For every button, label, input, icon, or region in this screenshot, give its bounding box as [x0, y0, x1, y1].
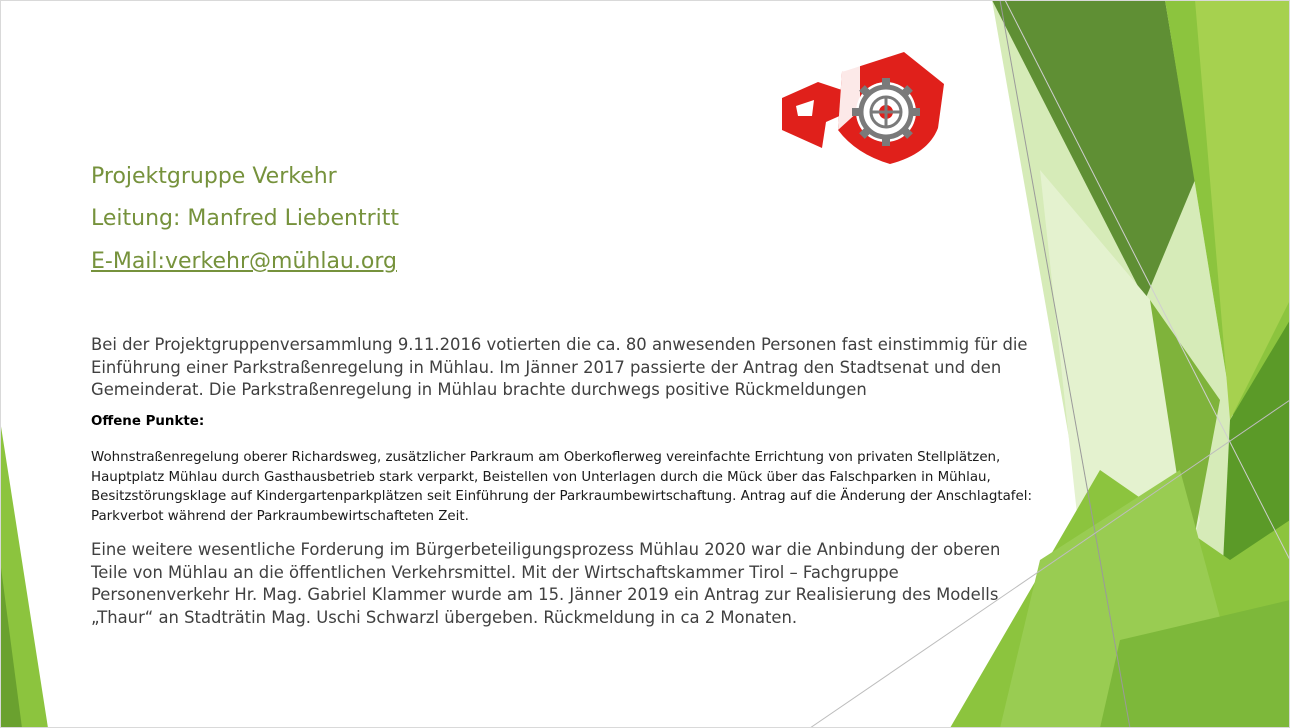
email-link[interactable]: E-Mail:verkehr@mühlau.org	[91, 249, 397, 274]
project-lead: Leitung: Manfred Liebentritt	[91, 206, 399, 231]
project-group-title: Projektgruppe Verkehr	[91, 164, 337, 189]
coat-of-arms-icon	[778, 50, 948, 166]
public-transport-paragraph: Eine weitere wesentliche Forderung im Bürgerbeteiligungsprozess Mühlau 2020 war die Anbindung der oberen Teile von Mühlau an die öffentlichen Verkehrsmittel. Mit der Wirtschaftskammer Tirol – Fachgruppe Personenverkehr Hr. Mag. Gabriel Klammer wurde am 15. Jänner 2019 ein Antrag zur Realisierung des Modells „Thaur“ an Stadträtin Mag. Uschi Schwarzl übergeben. Rückmeldung in ca 2 Monaten.	[91, 540, 1001, 627]
intro-paragraph: Bei der Projektgruppenversammlung 9.11.2016 votierten die ca. 80 anwesenden Personen fast einstimmig für die Einführung einer Parkstraßenregelung in Mühlau. Im Jänner 2017 passierte der Antrag den Stadtsenat und den Gemeinderat. Die Parkstraßenregelung in Mühlau brachte durchwegs positive Rückmeldungen	[91, 335, 1028, 399]
open-points-text: Wohnstraßenregelung oberer Richardsweg, zusätzlicher Parkraum am Oberkoflerweg vereinfachte Errichtung von privaten Stellplätzen, Hauptplatz Mühlau durch Gasthausbetrieb stark verparkt, Beistellen von Unterlagen durch die Mück über das Falschparken in Mühlau, Besitzstörungsklage auf Kindergartenparkplätzen seit Einführung der Parkraumbewirtschaftung. Antrag auf die Änderung der Anschlagtafel: Parkverbot während der Parkraumbewirtschafteten Zeit.	[91, 450, 1032, 524]
open-points-label: Offene Punkte:	[91, 414, 205, 429]
